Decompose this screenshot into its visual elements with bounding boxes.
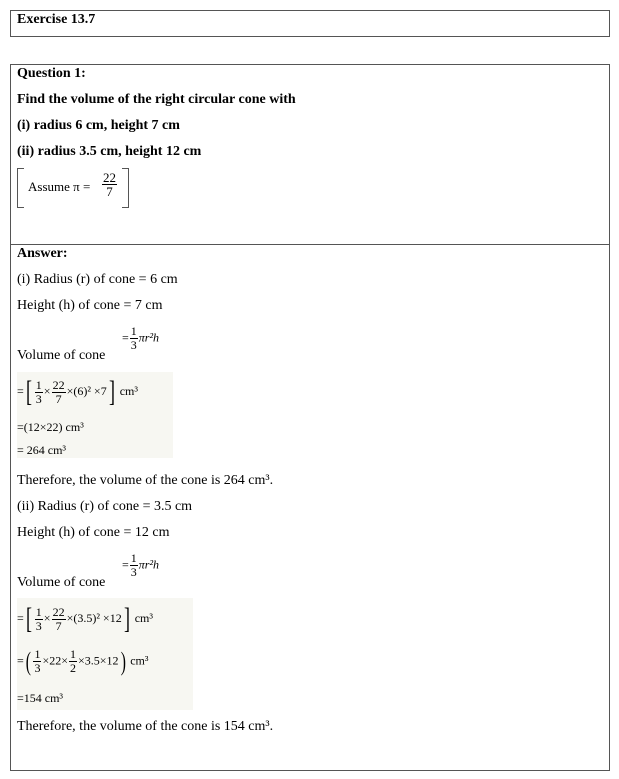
part-b-conclusion: Therefore, the volume of the cone is 154 cm³. xyxy=(17,719,274,734)
pi-numerator: 22 xyxy=(103,170,116,185)
part-b-volume-label: Volume of cone xyxy=(17,575,106,590)
part-b-formula: = $\frac{1}{3}$ πr²h xyxy=(122,551,160,579)
part-b-step-1: =[ $\frac{1}{3}$ × $\frac{22}{7}$ ×(3.5)² ×12] cm³ xyxy=(17,602,153,635)
pi-fraction xyxy=(102,171,117,198)
exercise-title: Exercise 13.7 xyxy=(17,12,96,27)
question-label: Question 1: xyxy=(17,66,86,81)
part-b-step-3: =154 cm³ xyxy=(17,691,64,705)
part-b-height: Height (h) of cone = 12 cm xyxy=(17,525,170,540)
part-a-step-2: =(12×22) cm³ xyxy=(17,420,84,434)
question-part-1: (i) radius 6 cm, height 7 cm xyxy=(17,118,180,133)
part-a-step-1: =[ $\frac{1}{3}$ × $\frac{22}{7}$ ×(6)² ×7] cm³ xyxy=(17,375,138,408)
part-a-formula: = $\frac{1}{3}$ πr²h xyxy=(122,324,160,352)
exercise-title-box xyxy=(10,10,610,37)
part-a-step-3: = 264 cm³ xyxy=(17,443,67,457)
question-part-2: (ii) radius 3.5 cm, height 12 cm xyxy=(17,144,202,159)
assume-pi-note xyxy=(17,168,129,208)
part-a-volume-label: Volume of cone xyxy=(17,348,106,363)
right-bracket xyxy=(122,168,129,208)
formula-pi-r2-h: πr²h xyxy=(138,330,160,345)
part-a-height: Height (h) of cone = 7 cm xyxy=(17,298,163,313)
answer-label: Answer: xyxy=(17,246,68,261)
part-b-radius: (ii) Radius (r) of cone = 3.5 cm xyxy=(17,499,193,514)
left-bracket xyxy=(17,168,24,208)
assume-prefix: Assume π = xyxy=(28,179,91,194)
part-a-conclusion: Therefore, the volume of the cone is 264 cm³. xyxy=(17,473,274,488)
pi-denominator: 7 xyxy=(106,184,113,199)
part-b-step-2: =( $\frac{1}{3}$ ×22× $\frac{1}{2}$ ×3.5×12) cm³ xyxy=(17,646,149,676)
part-a-radius: (i) Radius (r) of cone = 6 cm xyxy=(17,272,178,287)
question-text: Find the volume of the right circular cone with xyxy=(17,92,296,107)
